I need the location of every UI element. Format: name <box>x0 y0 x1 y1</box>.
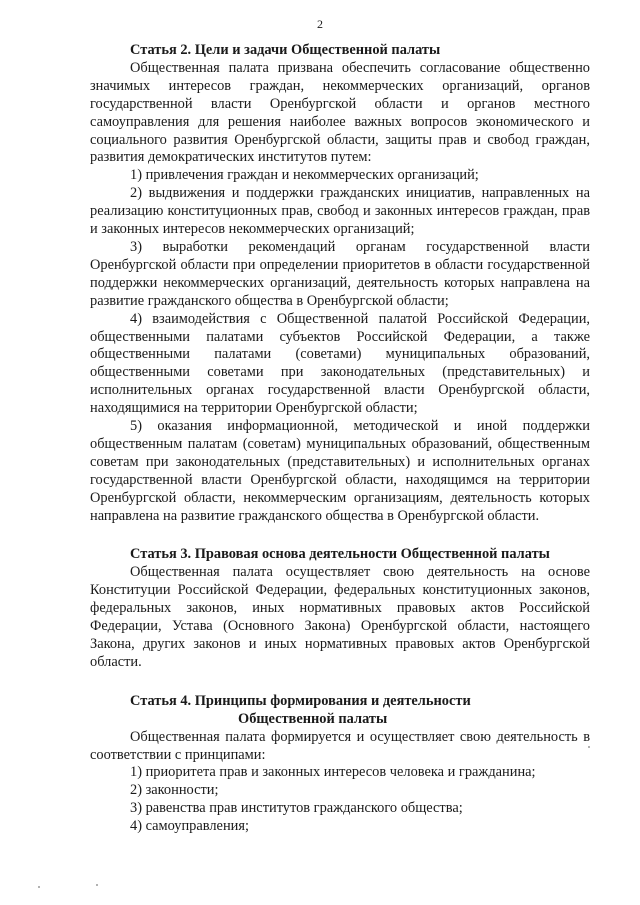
article-3-body: Общественная палата осуществляет свою деятельность на основе Конституции Российской Федерации, федеральных конституционных законов, федеральных законов, иных нормативных правовых актов Российской Федерации, Устава (Основного Закона) Оренбургской области, настоящего Закона, других законов и иных нормативных правовых актов Оренбургской области. <box>90 564 590 670</box>
article-4-item: 2) законности; <box>130 782 219 799</box>
article-4-item: 1) приоритета прав и законных интересов человека и гражданина; <box>130 764 536 781</box>
spacer <box>90 525 590 546</box>
article-4-intro: Общественная палата формируется и осуществляет свою деятельность в соответствии с принципами: <box>90 728 590 763</box>
scan-speck <box>96 884 98 886</box>
article-4-heading-continued: Общественной палаты <box>238 710 388 727</box>
document-body <box>90 42 590 836</box>
article-4-heading: Статья 4. Принципы формирования и деятельности <box>130 692 471 709</box>
article-4-item: 3) равенства прав институтов гражданского общества; <box>130 800 463 817</box>
article-4-item: 4) самоуправления; <box>130 818 249 835</box>
article-2-item: 5) оказания информационной, методической и иной поддержки общественным палатам (советам) муниципальных образований, общественным советам при законодательных (представительных) и исполнительных органах государственной власти Оренбургской области, находящимся на территории Оренбургской области, некоммерческим организациям, деятельность которых направлена на развитие гражданского общества в Оренбургской области. <box>90 418 590 524</box>
article-3 <box>90 546 590 671</box>
page-number: 2 <box>317 17 323 31</box>
article-2-item: 4) взаимодействия с Общественной палатой Российской Федерации, общественными палатами субъектов Российской Федерации, а также общественными палатами (советами) муниципальных образований, общественными советами при законодательных (представительных) и исполнительных органах государственной власти Оренбургской области, находящимися на территории Оренбургской области; <box>90 310 590 417</box>
scan-speck <box>588 746 590 748</box>
article-4 <box>90 693 590 836</box>
article-3-heading: Статья 3. Правовая основа деятельности Общественной палаты <box>130 546 550 563</box>
scan-speck <box>38 886 40 888</box>
article-2 <box>90 42 590 525</box>
article-2-item: 1) привлечения граждан и некоммерческих организаций; <box>130 167 479 184</box>
article-2-intro: Общественная палата призвана обеспечить согласование общественно значимых интересов граждан, некоммерческих организаций, органов государственной власти Оренбургской области и органов местного самоуправления для решения наиболее важных вопросов экономического и социального развития Оренбургской области, защиты прав и свобод граждан, развития демократических институтов путем: <box>90 59 590 166</box>
spacer <box>90 672 590 693</box>
article-2-heading: Статья 2. Цели и задачи Общественной палаты <box>130 42 441 58</box>
article-2-item: 3) выработки рекомендаций органам государственной власти Оренбургской области при определении приоритетов в области государственной поддержки некоммерческих организаций, деятельность которых направлена на развитие гражданского общества в Оренбургской области; <box>90 238 590 309</box>
article-2-item: 2) выдвижения и поддержки гражданских инициатив, направленных на реализацию конституционных прав, свобод и законных интересов граждан, прав и законных интересов некоммерческих организаций; <box>90 185 590 238</box>
